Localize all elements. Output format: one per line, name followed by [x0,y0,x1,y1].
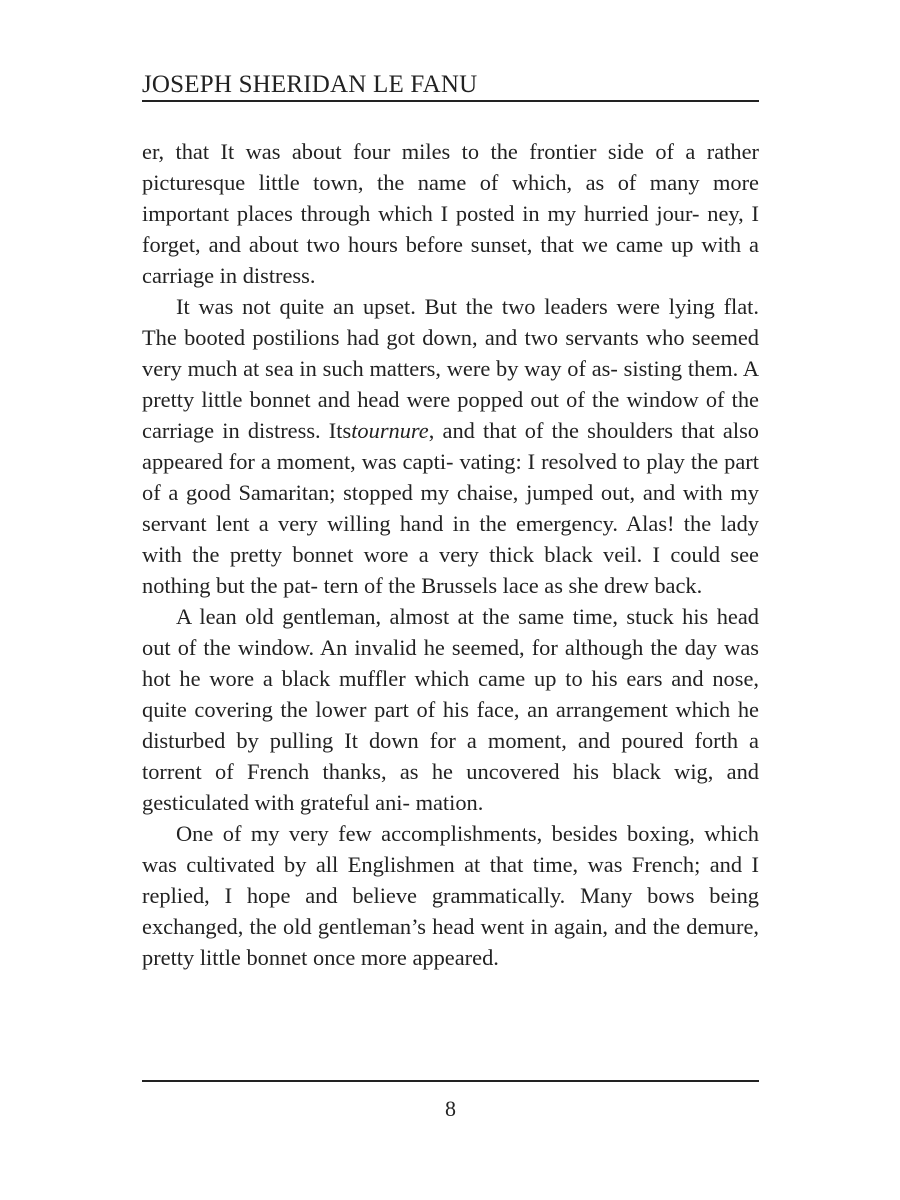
book-page [142,0,759,1200]
running-head-author: JOSEPH SHERIDAN LE FANU [142,71,478,98]
header-rule [142,100,759,102]
paragraph-2-text-end: , and that of the shoulders that also appeared for a moment, was capti- vating: I resolved to play the part of a good Samaritan; stopped my chaise, jumped out, and with my servant lent a very willing hand in the emergency. Alas! the lady with the pretty bonnet wore a very thick black veil. I could see nothing but the pat- tern of the Brussels lace as she drew back. [142,418,759,598]
body-text [142,136,759,973]
paragraph-4: One of my very few accomplishments, besides boxing, which was cultivated by all Englishmen at that time, was French; and I replied, I hope and believe grammatically. Many bows being exchanged, the old gentleman’s head went in again, and the demure, pretty little bonnet once more appeared. [142,821,759,970]
paragraph-3: A lean old gentleman, almost at the same time, stuck his head out of the window. An invalid he seemed, for although the day was hot he wore a black muffler which came up to his ears and nose, quite covering the lower part of his face, an arrangement which he disturbed by pulling It down for a moment, and poured forth a torrent of French thanks, as he uncovered his black wig, and gesticulated with grateful ani- mation. [142,604,759,815]
paragraph-2 [142,291,759,601]
paragraph-2-text-start: It was not quite an upset. But the two leaders were lying flat. The booted postilions had got down, and two servants who seemed very much at sea in such matters, were by way of as- sisting them. A pretty little bonnet and head were popped out of the window of the carriage in distress. Its [142,294,759,443]
footer-rule [142,1080,759,1082]
italic-term-tournure: tournure [351,418,429,443]
paragraph-1: er, that It was about four miles to the frontier side of a rather picturesque little town, the name of which, as of many more important places through which I posted in my hurried jour- ney, I forget, and about two hours before sunset, that we came up with a carriage in distress. [142,139,759,288]
page-number: 8 [445,1096,456,1121]
